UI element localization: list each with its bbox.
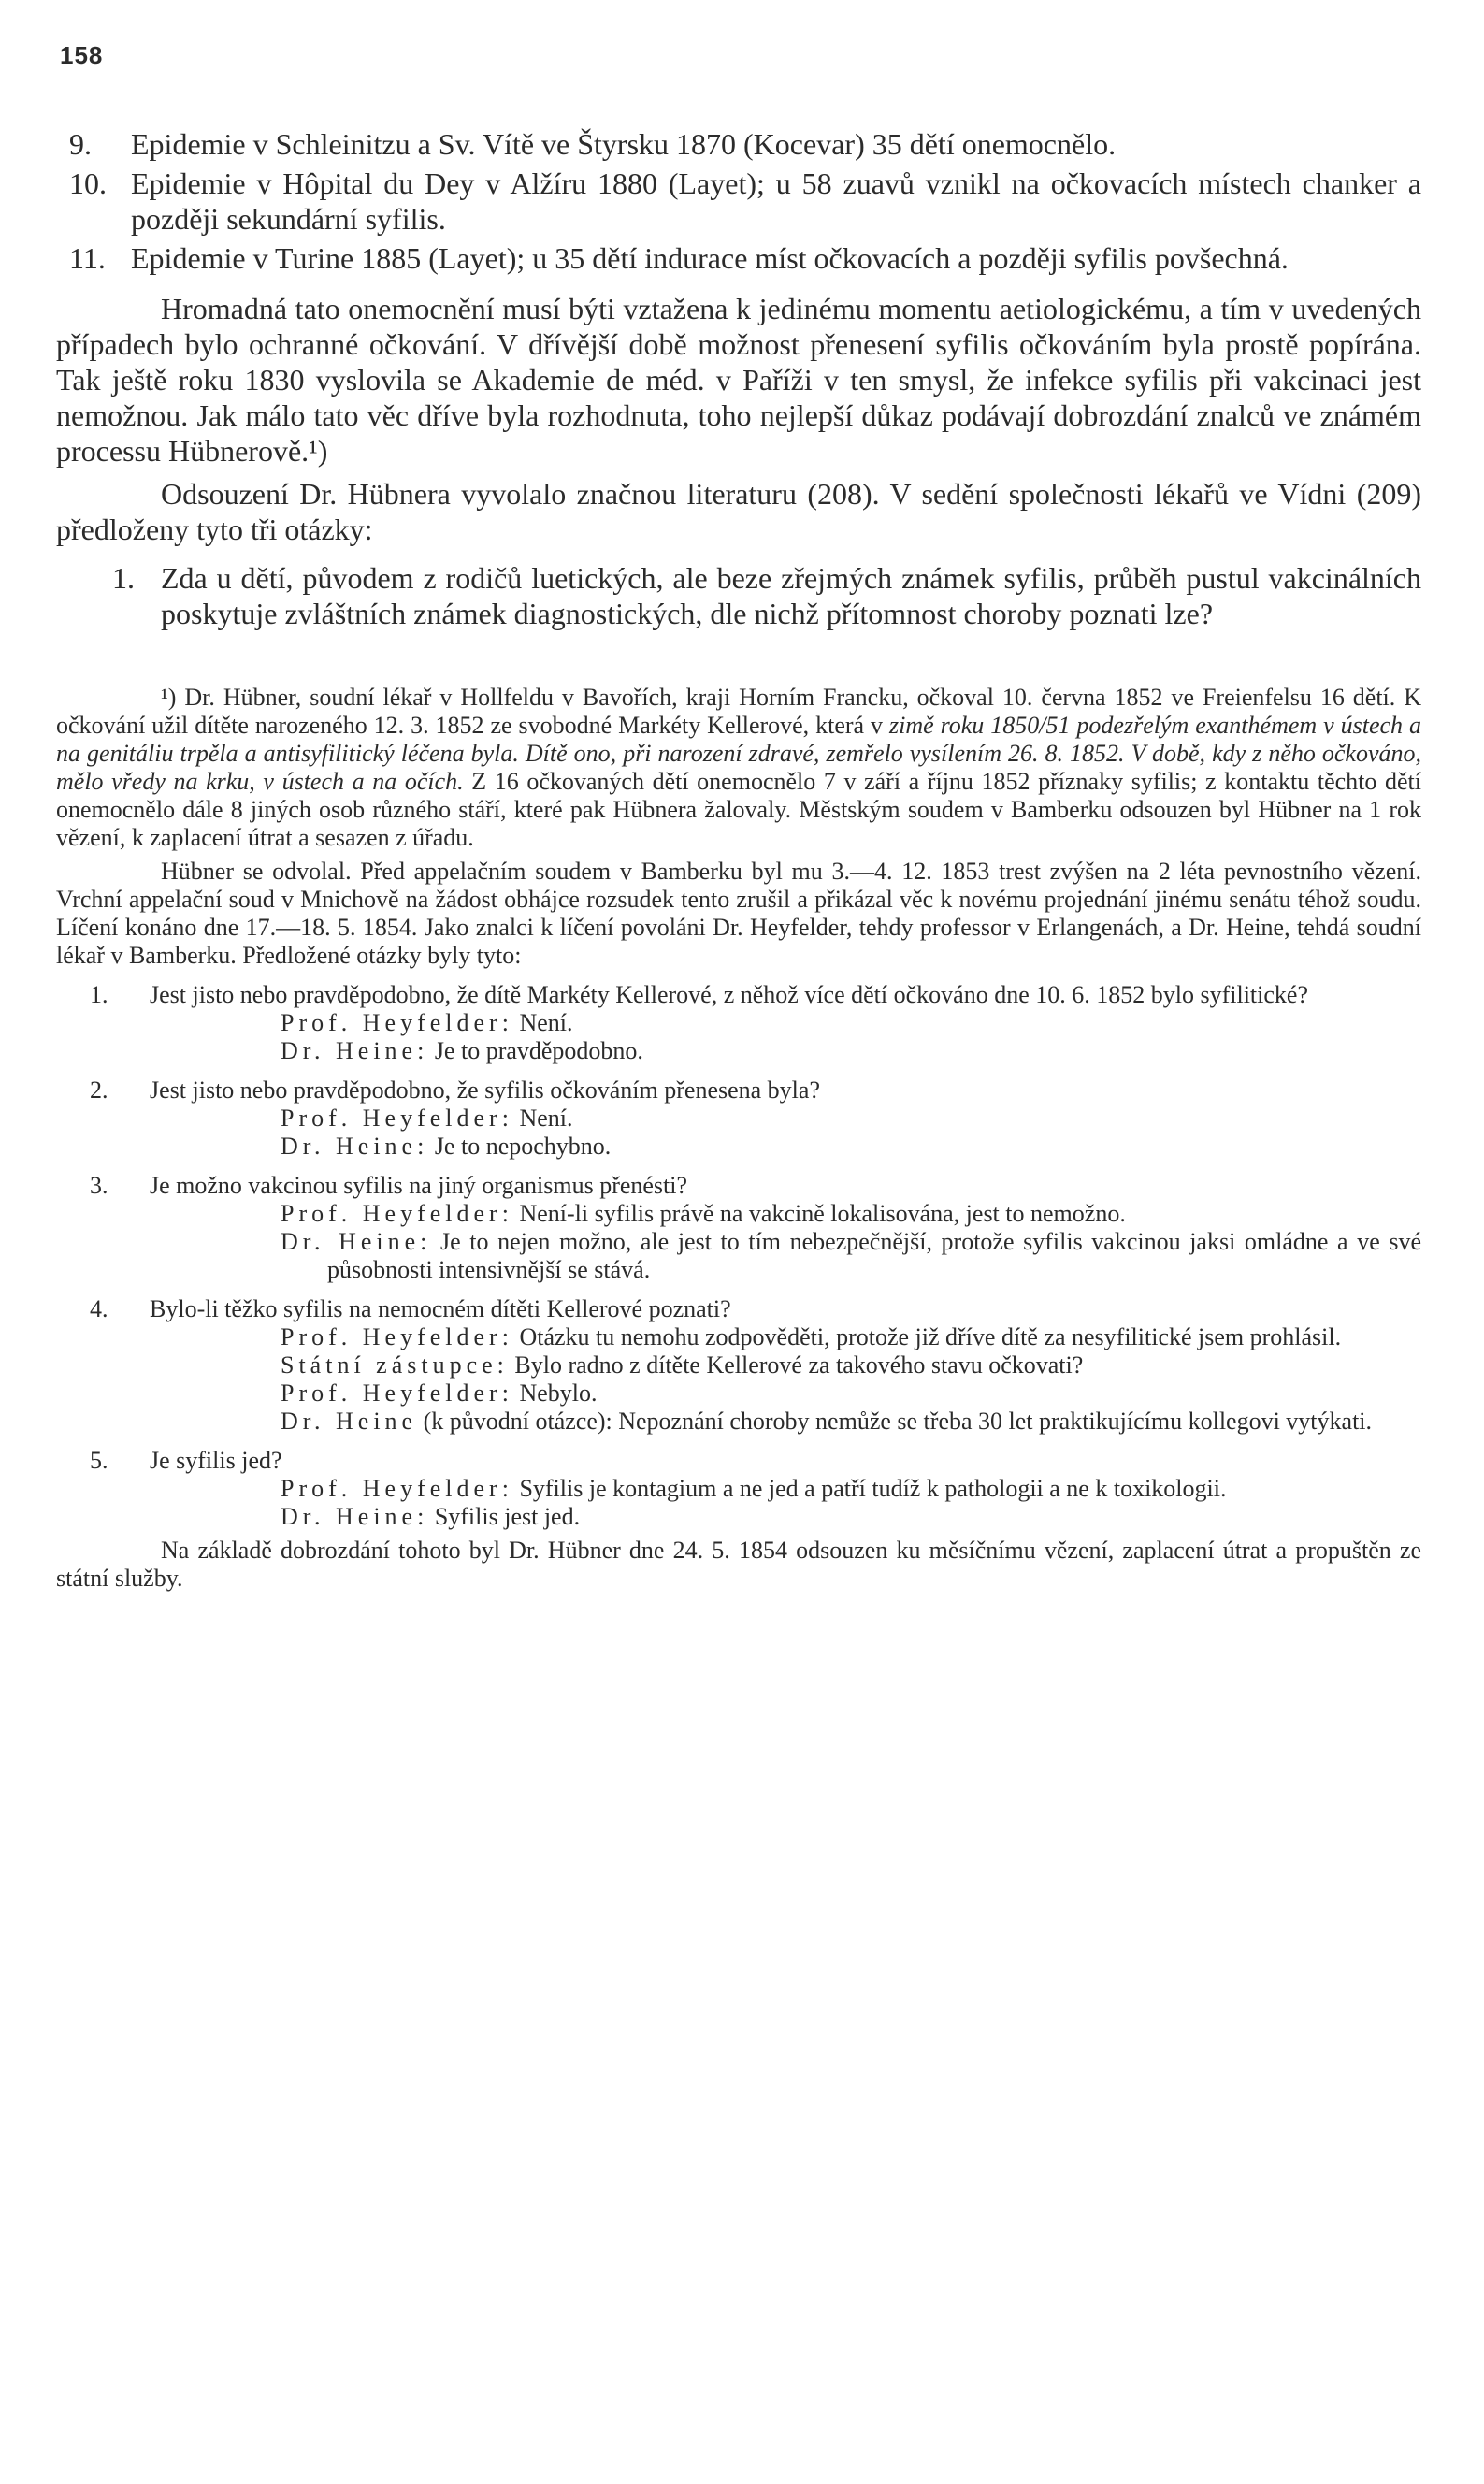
footnote	[56, 684, 1421, 1593]
list-number: 9.	[69, 127, 92, 161]
expert-answer	[150, 1133, 1421, 1161]
body-paragraph: Hromadná tato onemocnění musí býti vztažena k jedinému momentu aetiologickému, a tím v uvedených případech bylo ochranné očkování. V dřívější době možnost přenesení syfilis očkováním byla prostě popírána. Tak ještě roku 1830 vyslovila se Akademie de méd. v Paříži v ten smysl, že infekce syfilis při vakcinaci jest nemožnou. Jak málo tato věc dříve byla rozhodnuta, toho nejlepší důkaz podávají dobrozdání znalců ve známém processu Hübnerově.¹)	[56, 292, 1421, 468]
expert-answer	[150, 1009, 1421, 1037]
expert-answer	[150, 1503, 1421, 1531]
answer-text: Syfilis je kontagium a ne jed a patří tudíž k pathologii a ne k toxikologii.	[512, 1475, 1227, 1502]
list-item	[56, 126, 1421, 162]
footnote-paragraph	[56, 684, 1421, 852]
answer-speaker: Prof. Heyfelder:	[281, 1323, 513, 1350]
answer-text: Nebylo.	[512, 1379, 598, 1407]
footnote-emphasis: zimě roku 1850/51 podezřelým exanthémem v ústech a na genitáliu trpěla a antisyfilitický léčena byla. Dítě ono, při narození zdravé, zemřelo vysílením 26. 8. 1852. V době, kdy z něho očkováno, mělo vředy na krku, v ústech a na očích.	[56, 712, 1421, 795]
answer-text: Je to nepochybno.	[428, 1133, 612, 1160]
list-number: 10.	[69, 166, 107, 200]
question-text: Jest jisto nebo pravděpodobno, že dítě Markéty Kellerové, z něhož více dětí očkováno dne 10. 6. 1852 bylo syfilitické?	[150, 981, 1308, 1008]
expert-answer	[150, 1037, 1421, 1065]
list-text: Epidemie v Hôpital du Dey v Alžíru 1880 (Layet); u 58 zuavů vznikl na očkovacích místech chanker a později sekundární syfilis.	[131, 166, 1421, 236]
answer-text: Syfilis jest jed.	[428, 1503, 581, 1530]
question-text: Jest jisto nebo pravděpodobno, že syfilis očkováním přenesena byla?	[150, 1076, 820, 1104]
question-text: Je možno vakcinou syfilis na jiný organismus přenésti?	[150, 1172, 688, 1199]
question-item	[56, 560, 1421, 631]
question-text: Bylo-li těžko syfilis na nemocném dítěti Kellerové poznati?	[150, 1295, 731, 1322]
answer-speaker: Státní zástupce:	[281, 1351, 509, 1379]
list-number: 11.	[69, 241, 106, 275]
list-item	[56, 166, 1421, 237]
answer-text: Není.	[512, 1105, 573, 1132]
answer-speaker: Prof. Heyfelder:	[281, 1475, 513, 1502]
court-question	[56, 1447, 1421, 1531]
expert-answer	[150, 1323, 1421, 1351]
list-text: Epidemie v Turine 1885 (Layet); u 35 dětí indurace míst očkovacích a později syfilis povšechná.	[131, 241, 1289, 275]
answer-speaker: Prof. Heyfelder:	[281, 1200, 513, 1227]
page-number: 158	[60, 41, 104, 69]
body-paragraph: Odsouzení Dr. Hübnera vyvolalo značnou literaturu (208). V sedění společnosti lékařů ve Vídni (209) předloženy tyto tři otázky:	[56, 477, 1421, 546]
answer-text: Je to nejen možno, ale jest to tím nebezpečnější, protože syfilis vakcinou jaksi omládne a ve své působnosti intensivnější se stává.	[327, 1228, 1421, 1283]
expert-answer	[150, 1228, 1421, 1284]
answer-text: Není.	[512, 1009, 573, 1036]
question-number: 1.	[90, 981, 108, 1008]
footnote-paragraph: Hübner se odvolal. Před appelačním soudem v Bamberku byl mu 3.—4. 12. 1853 trest zvýšen na 2 léta pevnostního vězení. Vrchní appelační soud v Mnichově na žádost obhájce rozsudek tento zrušil a přikázal věc k novému projednání jinému senátu téhož soudu. Líčení konáno dne 17.—18. 5. 1854. Jako znalci k líčení povoláni Dr. Heyfelder, tehdy professor v Erlangenách, a Dr. Heine, tehdá soudní lékař v Bamberku. Předložené otázky byly tyto:	[56, 858, 1421, 969]
answer-speaker: Dr. Heine:	[281, 1228, 432, 1255]
court-question	[56, 1076, 1421, 1161]
answer-speaker: Dr. Heine	[281, 1408, 418, 1435]
expert-answer	[150, 1379, 1421, 1408]
court-question	[56, 1295, 1421, 1436]
question-text: Zda u dětí, původem z rodičů luetických, ale beze zřejmých známek syfilis, průběh pustul vakcinálních poskytuje zvláštních známek diagnostických, dle nichž přítomnost choroby poznati lze?	[161, 561, 1421, 630]
answer-text: Není-li syfilis právě na vakcině lokalisována, jest to nemožno.	[512, 1200, 1126, 1227]
expert-answer	[150, 1200, 1421, 1228]
footnote-conclusion: Na základě dobrozdání tohoto byl Dr. Hübner dne 24. 5. 1854 odsouzen ku měsíčnímu vězení, zaplacení útrat a propuštěn ze státní služby.	[56, 1537, 1421, 1592]
answer-speaker: Dr. Heine:	[281, 1133, 429, 1160]
answer-speaker: Prof. Heyfelder:	[281, 1105, 513, 1132]
answer-text: Bylo radno z dítěte Kellerové za takového stavu očkovati?	[508, 1351, 1084, 1379]
footnote-text: Z 16 očkovaných dětí onemocnělo 7 v září a říjnu 1852 příznaky syfilis; z kontaktu těchto dětí onemocnělo dále 8 jiných osob různého stáří, které pak Hübnera žalovaly. Městským soudem v Bamberku odsouzen byl Hübner na 1 rok vězení, k zaplacení útrat a sesazen z úřadu.	[56, 768, 1421, 851]
answer-speaker: Dr. Heine:	[281, 1037, 429, 1064]
footnote-text: ¹) Dr. Hübner, soudní lékař v Hollfeldu v Bavořích, kraji Horním Francku, očkoval 10. června 1852 ve Freienfelsu 16 dětí. K očkování užil dítěte narozeného 12. 3. 1852 ze svobodné Markéty Kellerové, která v	[56, 684, 1421, 739]
question-number: 2.	[90, 1076, 108, 1104]
court-question	[56, 1172, 1421, 1284]
answer-speaker: Dr. Heine:	[281, 1503, 429, 1530]
expert-answer	[150, 1475, 1421, 1503]
list-text: Epidemie v Schleinitzu a Sv. Vítě ve Štyrsku 1870 (Kocevar) 35 dětí onemocnělo.	[131, 127, 1117, 161]
expert-answer	[150, 1408, 1421, 1436]
answer-speaker: Prof. Heyfelder:	[281, 1379, 513, 1407]
list-item	[56, 240, 1421, 276]
question-text: Je syfilis jed?	[150, 1447, 282, 1474]
question-number: 1.	[112, 561, 135, 595]
expert-answer	[150, 1105, 1421, 1133]
answer-text: (k původní otázce): Nepoznání choroby nemůže se třeba 30 let praktikujícímu kollegovi vytýkati.	[417, 1408, 1373, 1435]
expert-answer	[150, 1351, 1421, 1379]
question-number: 5.	[90, 1447, 108, 1474]
epidemic-list	[56, 126, 1421, 276]
answer-text: Otázku tu nemohu zodpověděti, protože již dříve dítě za nesyfilitické jsem prohlásil.	[512, 1323, 1342, 1350]
answer-speaker: Prof. Heyfelder:	[281, 1009, 513, 1036]
question-number: 3.	[90, 1172, 108, 1199]
court-question	[56, 981, 1421, 1065]
page-body	[56, 126, 1421, 1593]
answer-text: Je to pravděpodobno.	[428, 1037, 643, 1064]
question-number: 4.	[90, 1295, 108, 1322]
